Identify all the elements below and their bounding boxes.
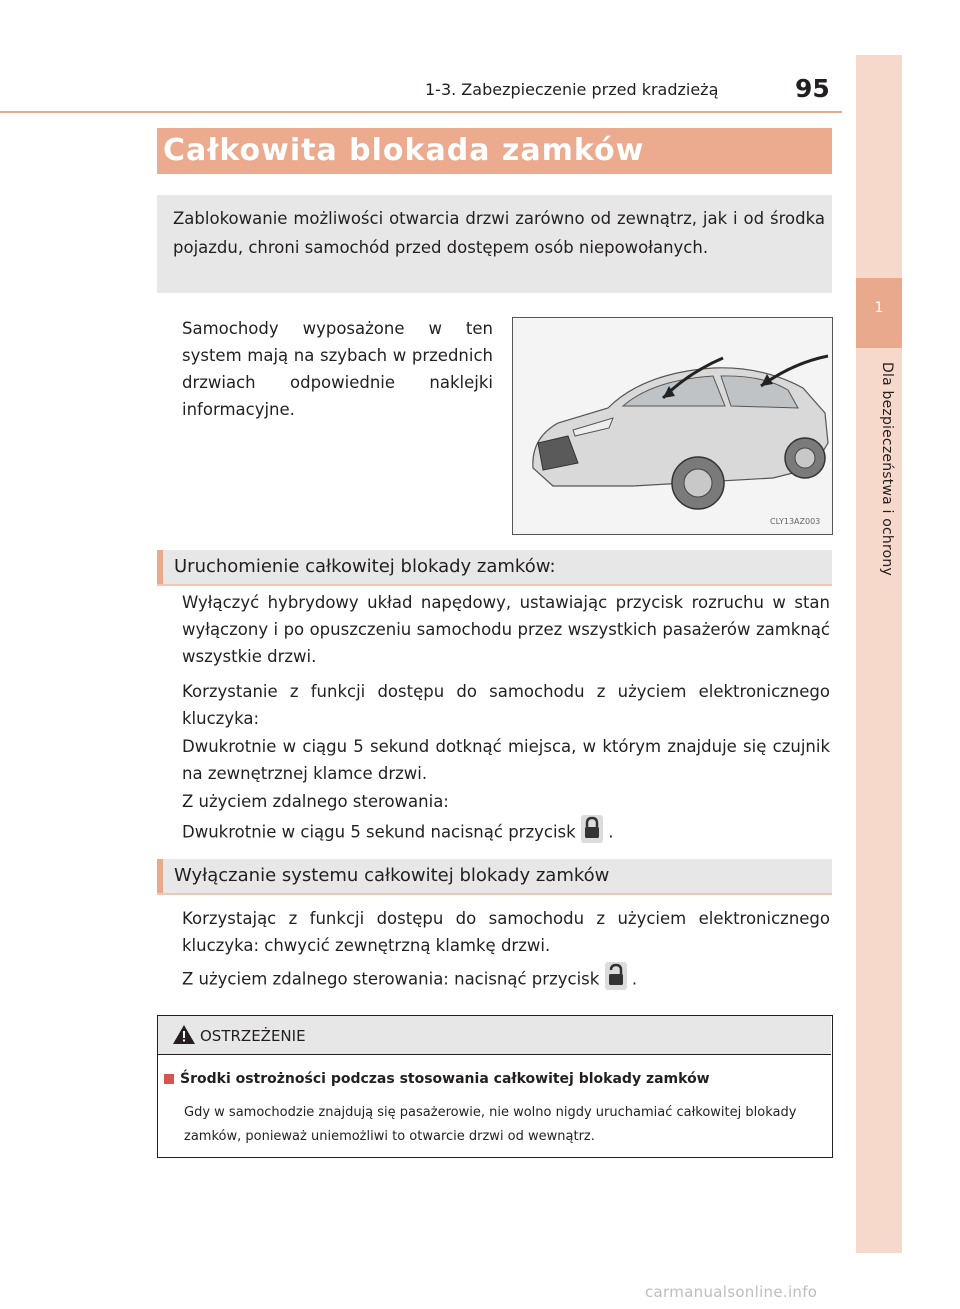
section1-paragraph-4: Z użyciem zdalnego sterowania: bbox=[182, 792, 449, 811]
car-drawing bbox=[513, 318, 832, 534]
section1-paragraph-5-end: . bbox=[608, 822, 614, 842]
section2-paragraph-2 bbox=[182, 962, 830, 998]
page-number: 95 bbox=[795, 74, 830, 103]
section1-paragraph-1: Wyłączyć hybrydowy układ napędowy, ustawiając przycisk rozruchu w stan wyłączony i po opuszczeniu samochodu przez wszystkich pasażerów zamknąć wszystkie drzwi. bbox=[182, 593, 830, 666]
section1-paragraph-3: Dwukrotnie w ciągu 5 sekund dotknąć miejsca, w którym znajduje się czujnik na zewnętrznej klamce drzwi. bbox=[182, 737, 830, 783]
warning-title: OSTRZEŻENIE bbox=[200, 1027, 306, 1045]
warning-triangle-icon bbox=[172, 1024, 196, 1049]
chapter-label: Dla bezpieczeństwa i ochrony bbox=[879, 362, 895, 576]
header-divider bbox=[0, 111, 842, 113]
warning-subtitle: Środki ostrożności podczas stosowania całkowitej blokady zamków bbox=[180, 1071, 710, 1087]
page-title: Całkowita blokada zamków bbox=[163, 133, 645, 168]
car-paragraph: Samochody wyposażone w ten system mają na szybach w przednich drzwiach odpowiednie naklejki informacyjne. bbox=[182, 319, 493, 419]
warning-body: Gdy w samochodzie znajdują się pasażerowie, nie wolno nigdy uruchamiać całkowitej blokady zamków, ponieważ uniemożliwi to otwarcie drzwi od wewnątrz. bbox=[184, 1105, 797, 1144]
section2-heading-accent bbox=[157, 859, 163, 893]
car-illustration bbox=[512, 317, 833, 535]
footer-watermark: carmanualsonline.info bbox=[645, 1283, 818, 1301]
chapter-side-tab bbox=[856, 55, 902, 1253]
running-header-section: 1-3. Zabezpieczenie przed kradzieżą bbox=[425, 80, 719, 99]
section1-heading-accent bbox=[157, 550, 163, 584]
section1-paragraph-5 bbox=[182, 815, 830, 851]
section1-heading: Uruchomienie całkowitej blokady zamków: bbox=[174, 556, 556, 577]
warning-bullet bbox=[164, 1074, 174, 1084]
section1-paragraph-5-text: Dwukrotnie w ciągu 5 sekund nacisnąć przycisk bbox=[182, 822, 576, 842]
section1-paragraph-2: Korzystanie z funkcji dostępu do samochodu z użyciem elektronicznego kluczyka: bbox=[182, 682, 830, 728]
image-code: CLY13AZ003 bbox=[770, 517, 821, 526]
lock-closed-icon bbox=[581, 815, 603, 851]
section2-paragraph-2-end: . bbox=[631, 969, 638, 989]
section2-paragraph-1: Korzystając z funkcji dostępu do samochodu z użyciem elektronicznego kluczyka: chwycić zewnętrzną klamkę drzwi. bbox=[182, 909, 830, 955]
section2-paragraph-2-text: Z użyciem zdalnego sterowania: nacisnąć przycisk bbox=[182, 969, 600, 989]
section2-heading: Wyłączanie systemu całkowitej blokady zamków bbox=[174, 865, 610, 886]
lock-open-icon bbox=[605, 962, 627, 998]
chapter-number: 1 bbox=[874, 300, 884, 316]
intro-text: Zablokowanie możliwości otwarcia drzwi zarówno od zewnątrz, jak i od środka pojazdu, chroni samochód przed dostępem osób niepowołanych. bbox=[173, 209, 825, 257]
